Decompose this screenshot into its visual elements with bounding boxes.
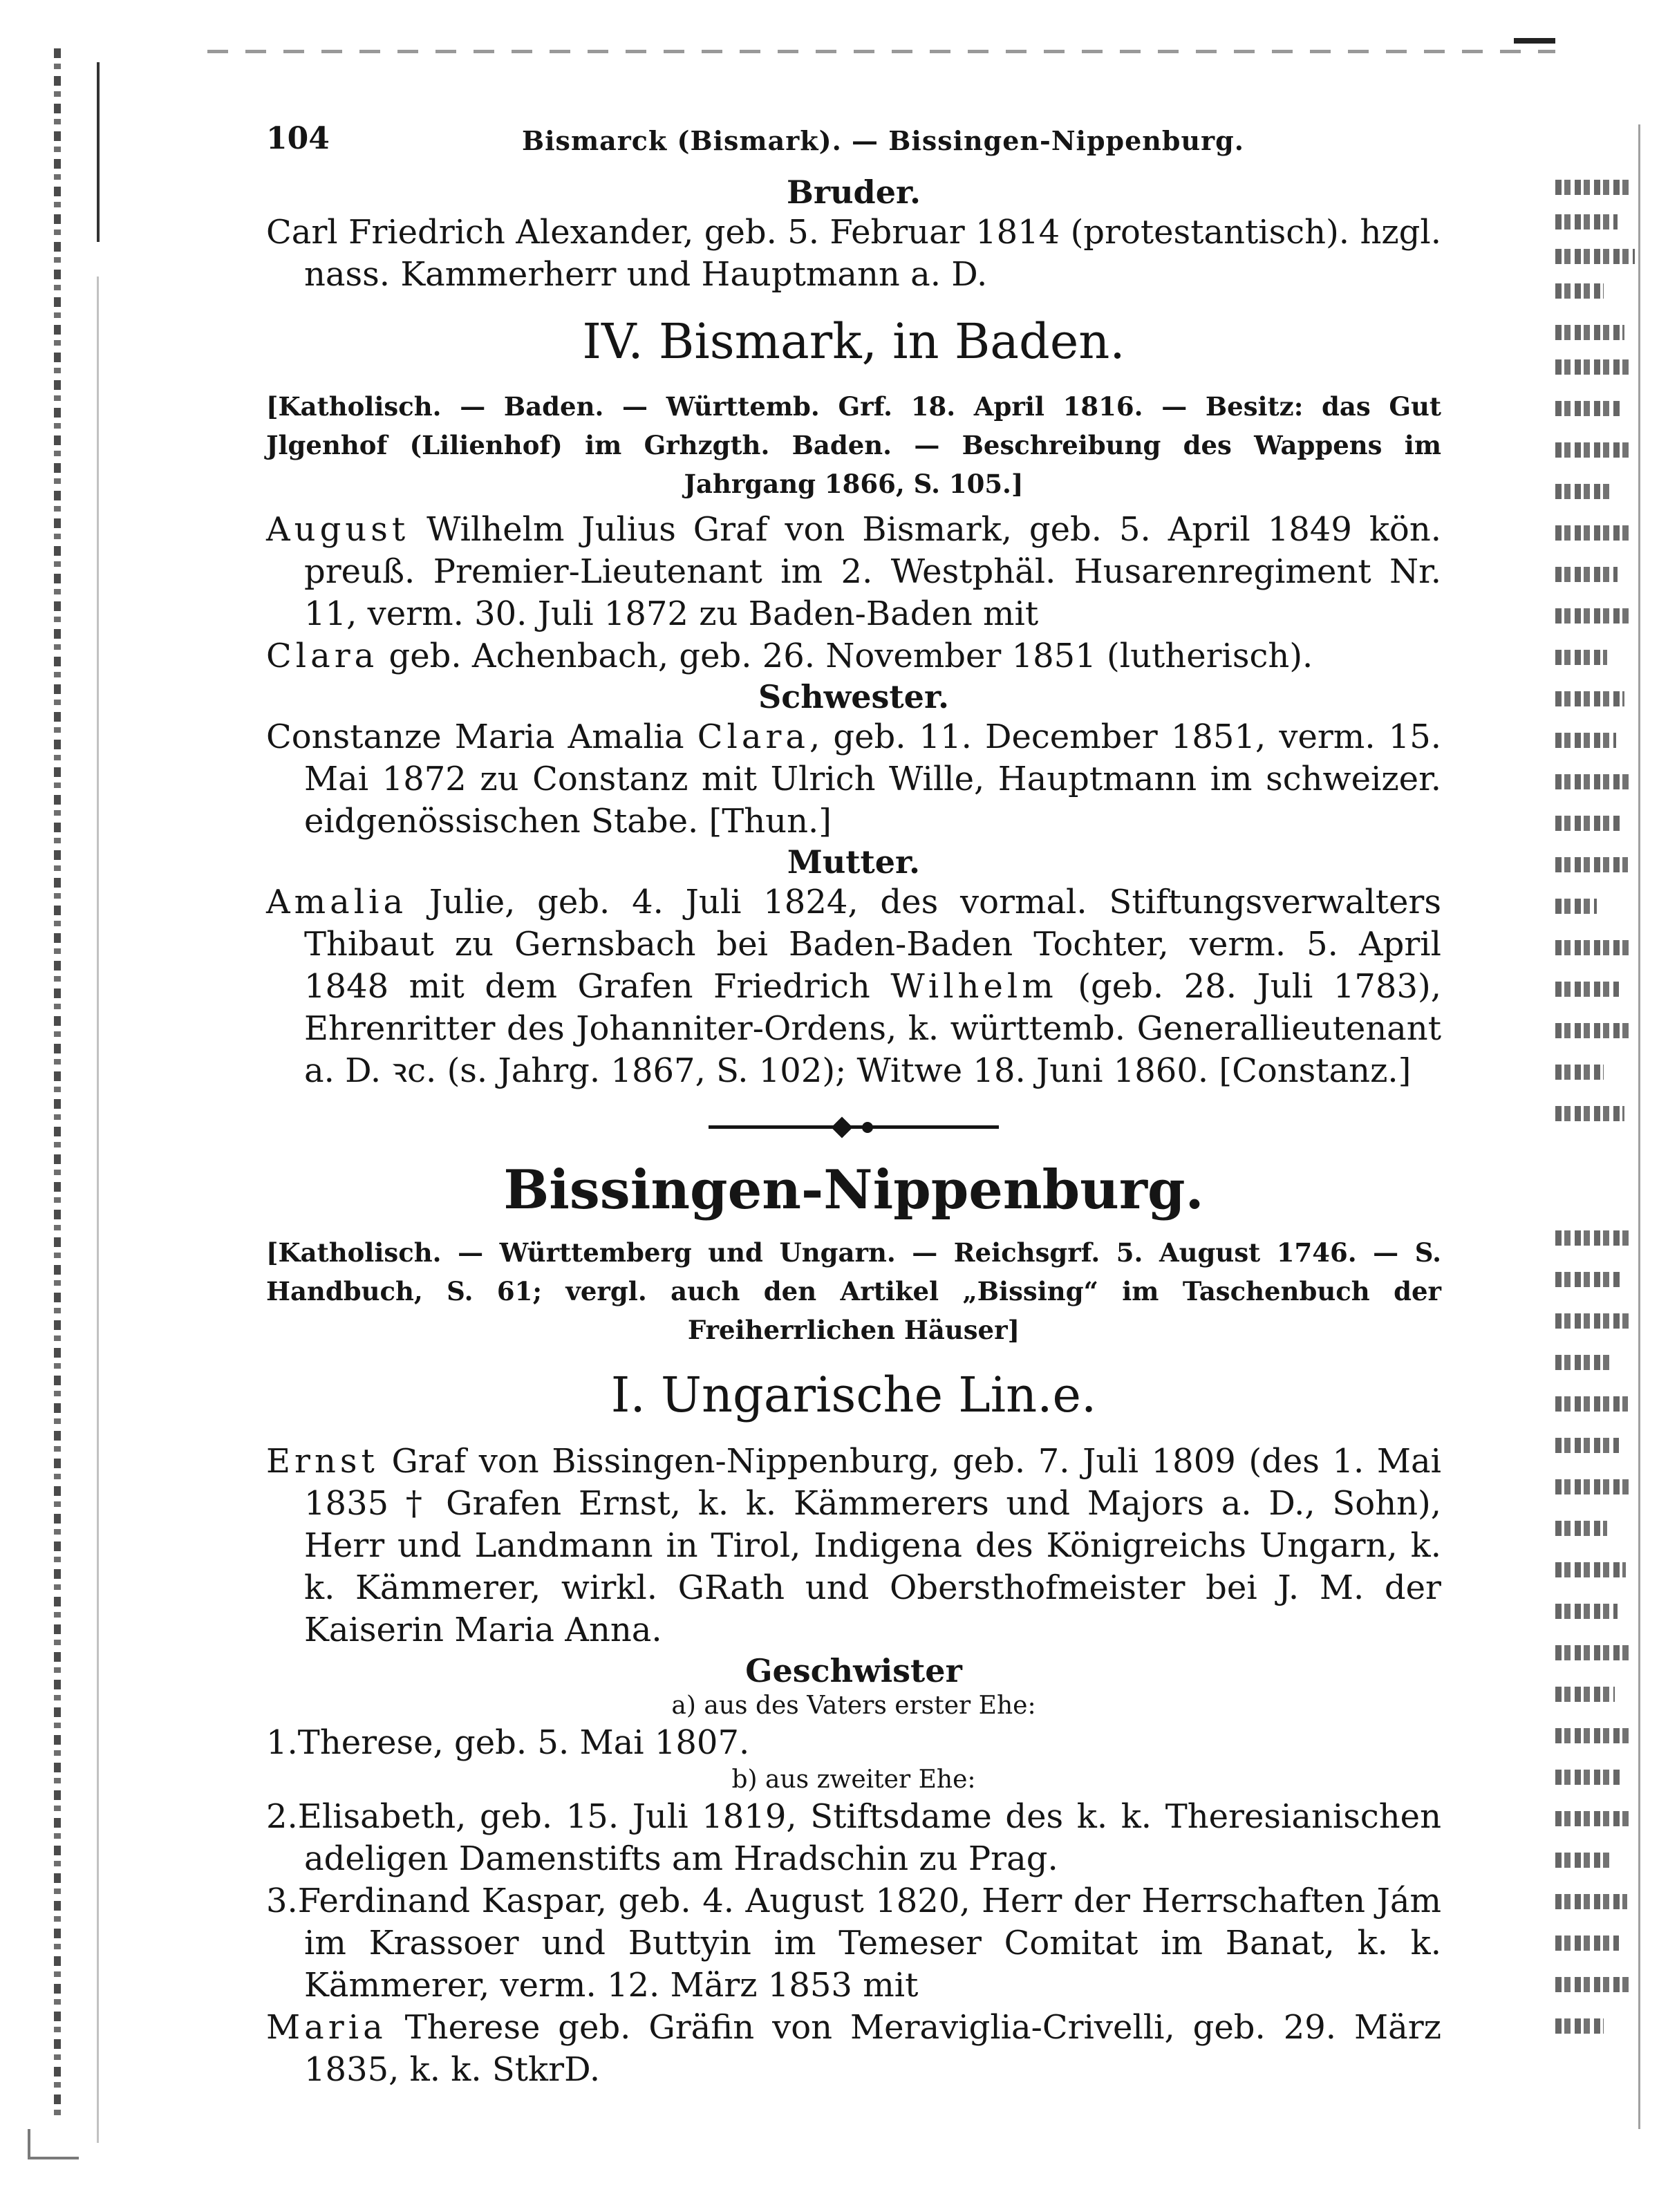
entry-name: Elisabeth	[297, 1797, 456, 1836]
entry-name: Wilhelm	[890, 967, 1058, 1006]
geschwister-heading: Geschwister	[745, 1652, 962, 1689]
entry-therese	[266, 1722, 1441, 1764]
entry-text: Wilhelm Julius Graf von Bismark, geb. 5. April 1849 kön. preuß. Premier-Lieutenant im 2. Westphäl. Husarenregiment Nr. 11, verm. 30. Juli 1872 zu Baden-Baden mit	[304, 510, 1441, 633]
entry-name: Clara	[266, 637, 379, 675]
bleed-line	[1555, 774, 1633, 789]
bleed-line	[1555, 249, 1635, 264]
entry-ferdinand	[266, 1880, 1441, 2007]
bleed-line	[1555, 325, 1624, 340]
top-bleed-line	[207, 50, 1555, 53]
facing-page-bleed	[1555, 124, 1659, 2129]
bleed-line	[1555, 1645, 1633, 1660]
running-title: Bismarck (Bismark). — Bissingen-Nippenburg.	[522, 125, 1244, 156]
entry-name: Amalia	[266, 883, 408, 921]
bleed-line	[1555, 1604, 1618, 1619]
bleed-line	[1555, 1106, 1624, 1121]
bottom-corner-mark	[28, 2129, 79, 2159]
bissingen-meta: [Katholisch. — Württemberg und Ungarn. — Reichsgrf. 5. August 1746. — S. Handbuch, S. 61; vergl. auch den Artikel „Bissing“ im Taschenbuch der Freiherrlichen Häuser]	[266, 1237, 1441, 1345]
bleed-line	[1555, 982, 1619, 997]
facing-page-edge	[1638, 124, 1640, 2129]
entry-elisabeth	[266, 1796, 1441, 1880]
entry-number: 2.	[266, 1797, 298, 1836]
bleed-line	[1555, 1977, 1631, 1992]
section-divider-ornament	[709, 1120, 999, 1134]
bleed-line	[1555, 401, 1621, 416]
bleed-line	[1555, 608, 1633, 624]
bleed-line	[1555, 940, 1631, 955]
bleed-line	[1555, 1687, 1615, 1702]
bleed-line	[1555, 1521, 1607, 1536]
bleed-line	[1555, 214, 1618, 229]
bleed-line	[1555, 484, 1611, 499]
bleed-line	[1555, 525, 1631, 541]
bleed-line	[1555, 1853, 1611, 1868]
mutter-heading: Mutter.	[787, 843, 921, 881]
entry-number: 3.	[266, 1882, 298, 1920]
bleed-line	[1555, 1479, 1631, 1494]
bleed-line	[1555, 1936, 1619, 1951]
bleed-line	[1555, 1438, 1619, 1453]
entry-text: , geb. 15. Juli 1819, Stiftsdame des k. k. Theresianischen adeligen Damenstifts am Hradschin zu Prag.	[304, 1797, 1441, 1878]
entry-text: , geb. 11. December 1851, verm. 15. Mai 1872 zu Constanz mit Ulrich Wille, Hauptmann im schweizer. eidgenössischen Stabe. [Thun.]	[304, 718, 1441, 841]
entry-name: Ferdinand	[297, 1882, 471, 1920]
bleed-line	[1555, 650, 1607, 665]
entry-text: geb. Achenbach, geb. 26. November 1851 (lutherisch).	[388, 637, 1313, 675]
bruder-heading: Bruder.	[786, 174, 921, 211]
bleed-line	[1555, 1230, 1631, 1246]
entry-clara	[266, 635, 1441, 677]
sub-caption-b: b) aus zweiter Ehe:	[731, 1765, 976, 1794]
page-header	[266, 121, 1441, 173]
text-column	[266, 121, 1441, 2091]
bleed-line	[1555, 1396, 1628, 1412]
bleed-line	[1555, 1811, 1631, 1826]
bleed-line	[1555, 2018, 1604, 2034]
divider-dot	[862, 1122, 873, 1133]
entry-name: Clara	[697, 718, 810, 756]
bleed-line	[1555, 1770, 1622, 1785]
entry-text: (geb. 28. Juli 1783), Ehrenritter des Johanniter-Ordens, k. württemb. Generallieutenant a. D. ꝛc. (s. Jahrg. 1867, S. 102); Witwe 18. Juni 1860. [Constanz.]	[304, 967, 1441, 1090]
entry-text: Kaspar, geb. 4. August 1820, Herr der Herrschaften Jám im Krassoer und Buttyin im Temeser Comitat im Banat, k. k. Kämmerer, verm. 12. März 1853 mit	[304, 1882, 1441, 2005]
entry-name: Maria	[266, 2008, 387, 2047]
bleed-line	[1555, 733, 1616, 748]
entry-constanze	[266, 716, 1441, 843]
entry-text: Constanze Maria Amalia	[266, 718, 684, 756]
schwester-heading: Schwester.	[758, 678, 949, 715]
entry-amalia	[266, 881, 1441, 1092]
bleed-line	[1555, 1065, 1604, 1080]
bleed-line	[1555, 691, 1624, 706]
divider-bar	[709, 1125, 999, 1129]
bleed-line	[1555, 1894, 1627, 1909]
bleed-line	[1555, 1562, 1626, 1577]
entry-august	[266, 509, 1441, 635]
entry-ernst	[266, 1441, 1441, 1651]
margin-rule-faint	[97, 276, 99, 2143]
bismark-baden-title: IV. Bismark, in Baden.	[582, 313, 1125, 370]
entry-text: Graf von Bissingen-Nippenburg, geb. 7. Juli 1809 (des 1. Mai 1835 † Grafen Ernst, k. k. Kämmerers und Majors a. D., Sohn), Herr und Landmann in Tirol, Indigena des Königreichs Ungarn, k. k. Kämmerer, wirkl. GRath und Obersthofmeister bei J. M. der Kaiserin Maria Anna.	[304, 1442, 1442, 1649]
bleed-line	[1555, 1272, 1622, 1287]
bismark-baden-meta: [Katholisch. — Baden. — Württemb. Grf. 18. April 1816. — Besitz: das Gut Jlgenhof (Lilienhof) im Grhzgth. Baden. — Beschreibung des Wappens im Jahrgang 1866, S. 105.]	[266, 391, 1441, 499]
sub-caption-a: a) aus des Vaters erster Ehe:	[671, 1691, 1036, 1720]
bleed-line	[1555, 283, 1604, 299]
bleed-line	[1555, 567, 1618, 582]
bleed-line	[1555, 442, 1630, 458]
entry-name: Ernst	[266, 1442, 379, 1481]
binding-stitching	[54, 48, 61, 2122]
bleed-line	[1555, 899, 1597, 914]
bleed-line	[1555, 180, 1631, 195]
binding-edge	[0, 0, 104, 2212]
bleed-line	[1555, 816, 1621, 831]
entry-name: August	[266, 510, 410, 549]
entry-text: , geb. 5. Mai 1807.	[433, 1723, 750, 1762]
entry-name: Therese	[297, 1723, 433, 1762]
bleed-line	[1555, 857, 1628, 872]
top-corner-mark	[1514, 38, 1555, 44]
bissingen-title: Bissingen-Nippenburg.	[503, 1159, 1204, 1221]
bruder-entry: Carl Friedrich Alexander, geb. 5. Februar 1814 (protestantisch). hzgl. nass. Kammerherr und Hauptmann a. D.	[266, 213, 1441, 294]
entry-text: Therese geb. Gräfin von Meraviglia-Crivelli, geb. 29. März 1835, k. k. StkrD.	[304, 2008, 1442, 2089]
bleed-line	[1555, 1355, 1613, 1370]
page-number: 104	[266, 121, 330, 156]
entry-text: Julie, geb. 4. Juli 1824, des vormal. Stiftungsverwalters Thibaut zu Gernsbach bei Baden-Baden Tochter, verm. 5. April 1848 mit dem Grafen Friedrich	[304, 883, 1441, 1006]
bleed-line	[1555, 1728, 1630, 1743]
entry-maria-therese	[266, 2007, 1441, 2091]
margin-rule	[97, 62, 100, 242]
bleed-line	[1555, 1313, 1633, 1329]
divider-diamond	[831, 1116, 852, 1138]
entry-number: 1.	[266, 1723, 298, 1762]
bleed-line	[1555, 359, 1633, 375]
bleed-line	[1555, 1023, 1630, 1038]
ungarische-linie-title: I. Ungarische Lin.e.	[610, 1367, 1097, 1423]
